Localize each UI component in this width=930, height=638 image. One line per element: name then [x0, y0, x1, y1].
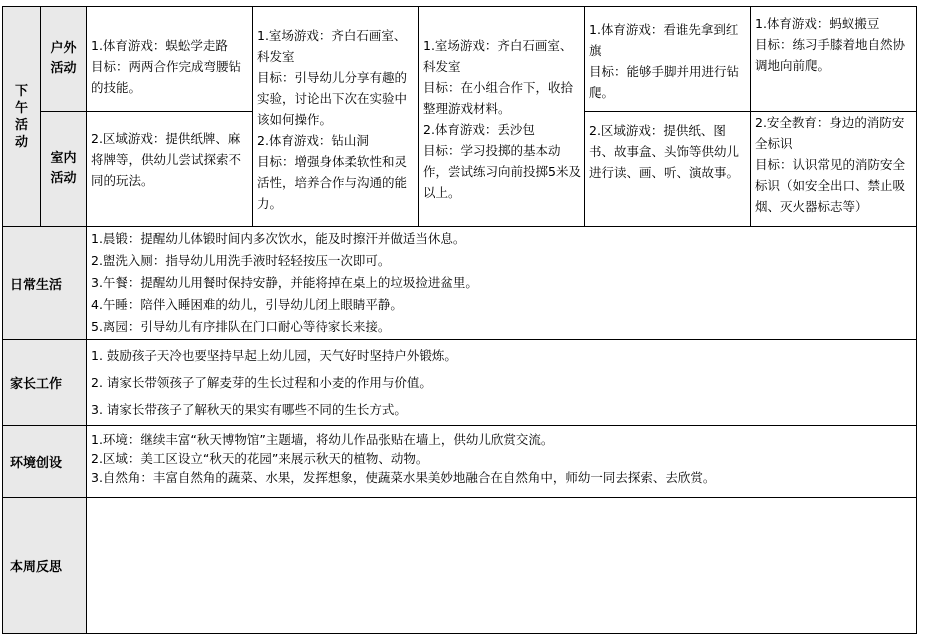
activity-line: 目标：学习投掷的基本动作，尝试练习向前投掷5米及以上。 — [423, 143, 581, 200]
activity-line: 2.体育游戏：钻山洞 — [257, 133, 369, 148]
list-item: 3.自然角：丰富自然角的蔬菜、水果，发挥想象，使蔬菜水果美妙地融合在自然角中，师幼一同去探索、去欣赏。 — [91, 470, 716, 485]
afternoon-label-text: 下 午 活 动 — [14, 83, 28, 150]
activity-line: 1.体育游戏：看谁先拿到红旗 — [589, 22, 739, 58]
activity-line: 目标：两两合作完成弯腰钻的技能。 — [91, 59, 242, 95]
activity-line: 目标：练习手膝着地自然协调地向前爬。 — [755, 37, 906, 73]
weekly-plan-table — [2, 6, 917, 634]
afternoon-col5-indoor — [751, 112, 917, 227]
reflection-content — [87, 498, 917, 634]
list-item: 4.午睡：陪伴入睡困难的幼儿，引导幼儿闭上眼睛平静。 — [91, 297, 403, 312]
afternoon-col5-outdoor — [751, 7, 917, 112]
list-item: 1.晨锻：提醒幼儿体锻时间内多次饮水，能及时擦汗并做适当休息。 — [91, 231, 466, 246]
activity-line: 目标：引导幼儿分享有趣的实验，讨论出下次在实验中该如何操作。 — [257, 70, 408, 127]
afternoon-col1-outdoor — [87, 7, 253, 112]
afternoon-col1-indoor — [87, 112, 253, 227]
afternoon-col4-outdoor — [585, 7, 751, 112]
environment-content — [87, 426, 917, 498]
activity-line: 1.室场游戏：齐白石画室、科发室 — [423, 38, 573, 74]
reflection-label: 本周反思 — [3, 498, 87, 634]
indoor-label-text: 室内 活动 — [50, 151, 77, 186]
outdoor-label-text: 户外 活动 — [50, 41, 77, 76]
afternoon-col2 — [253, 7, 419, 227]
list-item: 2. 请家长带领孩子了解麦芽的生长过程和小麦的作用与价值。 — [91, 375, 432, 390]
daily-life-label: 日常生活 — [3, 227, 87, 340]
parent-work-label: 家长工作 — [3, 340, 87, 426]
parent-work-content — [87, 340, 917, 426]
list-item: 1. 鼓励孩子天冷也要坚持早起上幼儿园，天气好时坚持户外锻炼。 — [91, 348, 457, 363]
activity-line: 1.室场游戏：齐白石画室、科发室 — [257, 28, 407, 64]
afternoon-col3 — [419, 7, 585, 227]
activity-line: 2.区域游戏：提供纸、图书、故事盒、头饰等供幼儿进行读、画、听、演故事。 — [589, 123, 740, 180]
activity-line: 目标：认识常见的消防安全标识（如安全出口、禁止吸烟、灭火器标志等） — [755, 157, 906, 214]
activity-line: 目标：增强身体柔软性和灵活性，培养合作与沟通的能力。 — [257, 154, 408, 211]
activity-line: 目标：在小组合作下，收拾整理游戏材料。 — [423, 80, 574, 116]
list-item: 2.区域：美工区设立“秋天的花园”来展示秋天的植物、动物。 — [91, 451, 429, 466]
indoor-activity-label — [41, 112, 87, 227]
list-item: 5.离园：引导幼儿有序排队在门口耐心等待家长来接。 — [91, 319, 391, 334]
outdoor-activity-label — [41, 7, 87, 112]
environment-label: 环境创设 — [3, 426, 87, 498]
afternoon-activity-label — [3, 7, 41, 227]
activity-line: 2.安全教育：身边的消防安全标识 — [755, 115, 905, 151]
activity-line: 2.区域游戏：提供纸牌、麻将牌等，供幼儿尝试探索不同的玩法。 — [91, 131, 242, 188]
activity-line: 1.体育游戏：蜈蚣学走路 — [91, 38, 228, 53]
activity-line: 2.体育游戏：丢沙包 — [423, 122, 535, 137]
daily-life-content — [87, 227, 917, 340]
activity-line: 1.体育游戏：蚂蚁搬豆 — [755, 16, 880, 31]
activity-line: 目标：能够手脚并用进行钻爬。 — [589, 64, 740, 100]
list-item: 3.午餐：提醒幼儿用餐时保持安静，并能将掉在桌上的垃圾捡进盆里。 — [91, 275, 478, 290]
list-item: 3. 请家长带孩子了解秋天的果实有哪些不同的生长方式。 — [91, 402, 407, 417]
list-item: 1.环境：继续丰富“秋天博物馆”主题墙，将幼儿作品张贴在墙上，供幼儿欣赏交流。 — [91, 432, 554, 447]
afternoon-col4-indoor — [585, 112, 751, 227]
list-item: 2.盥洗入厕：指导幼儿用洗手液时轻轻按压一次即可。 — [91, 253, 391, 268]
